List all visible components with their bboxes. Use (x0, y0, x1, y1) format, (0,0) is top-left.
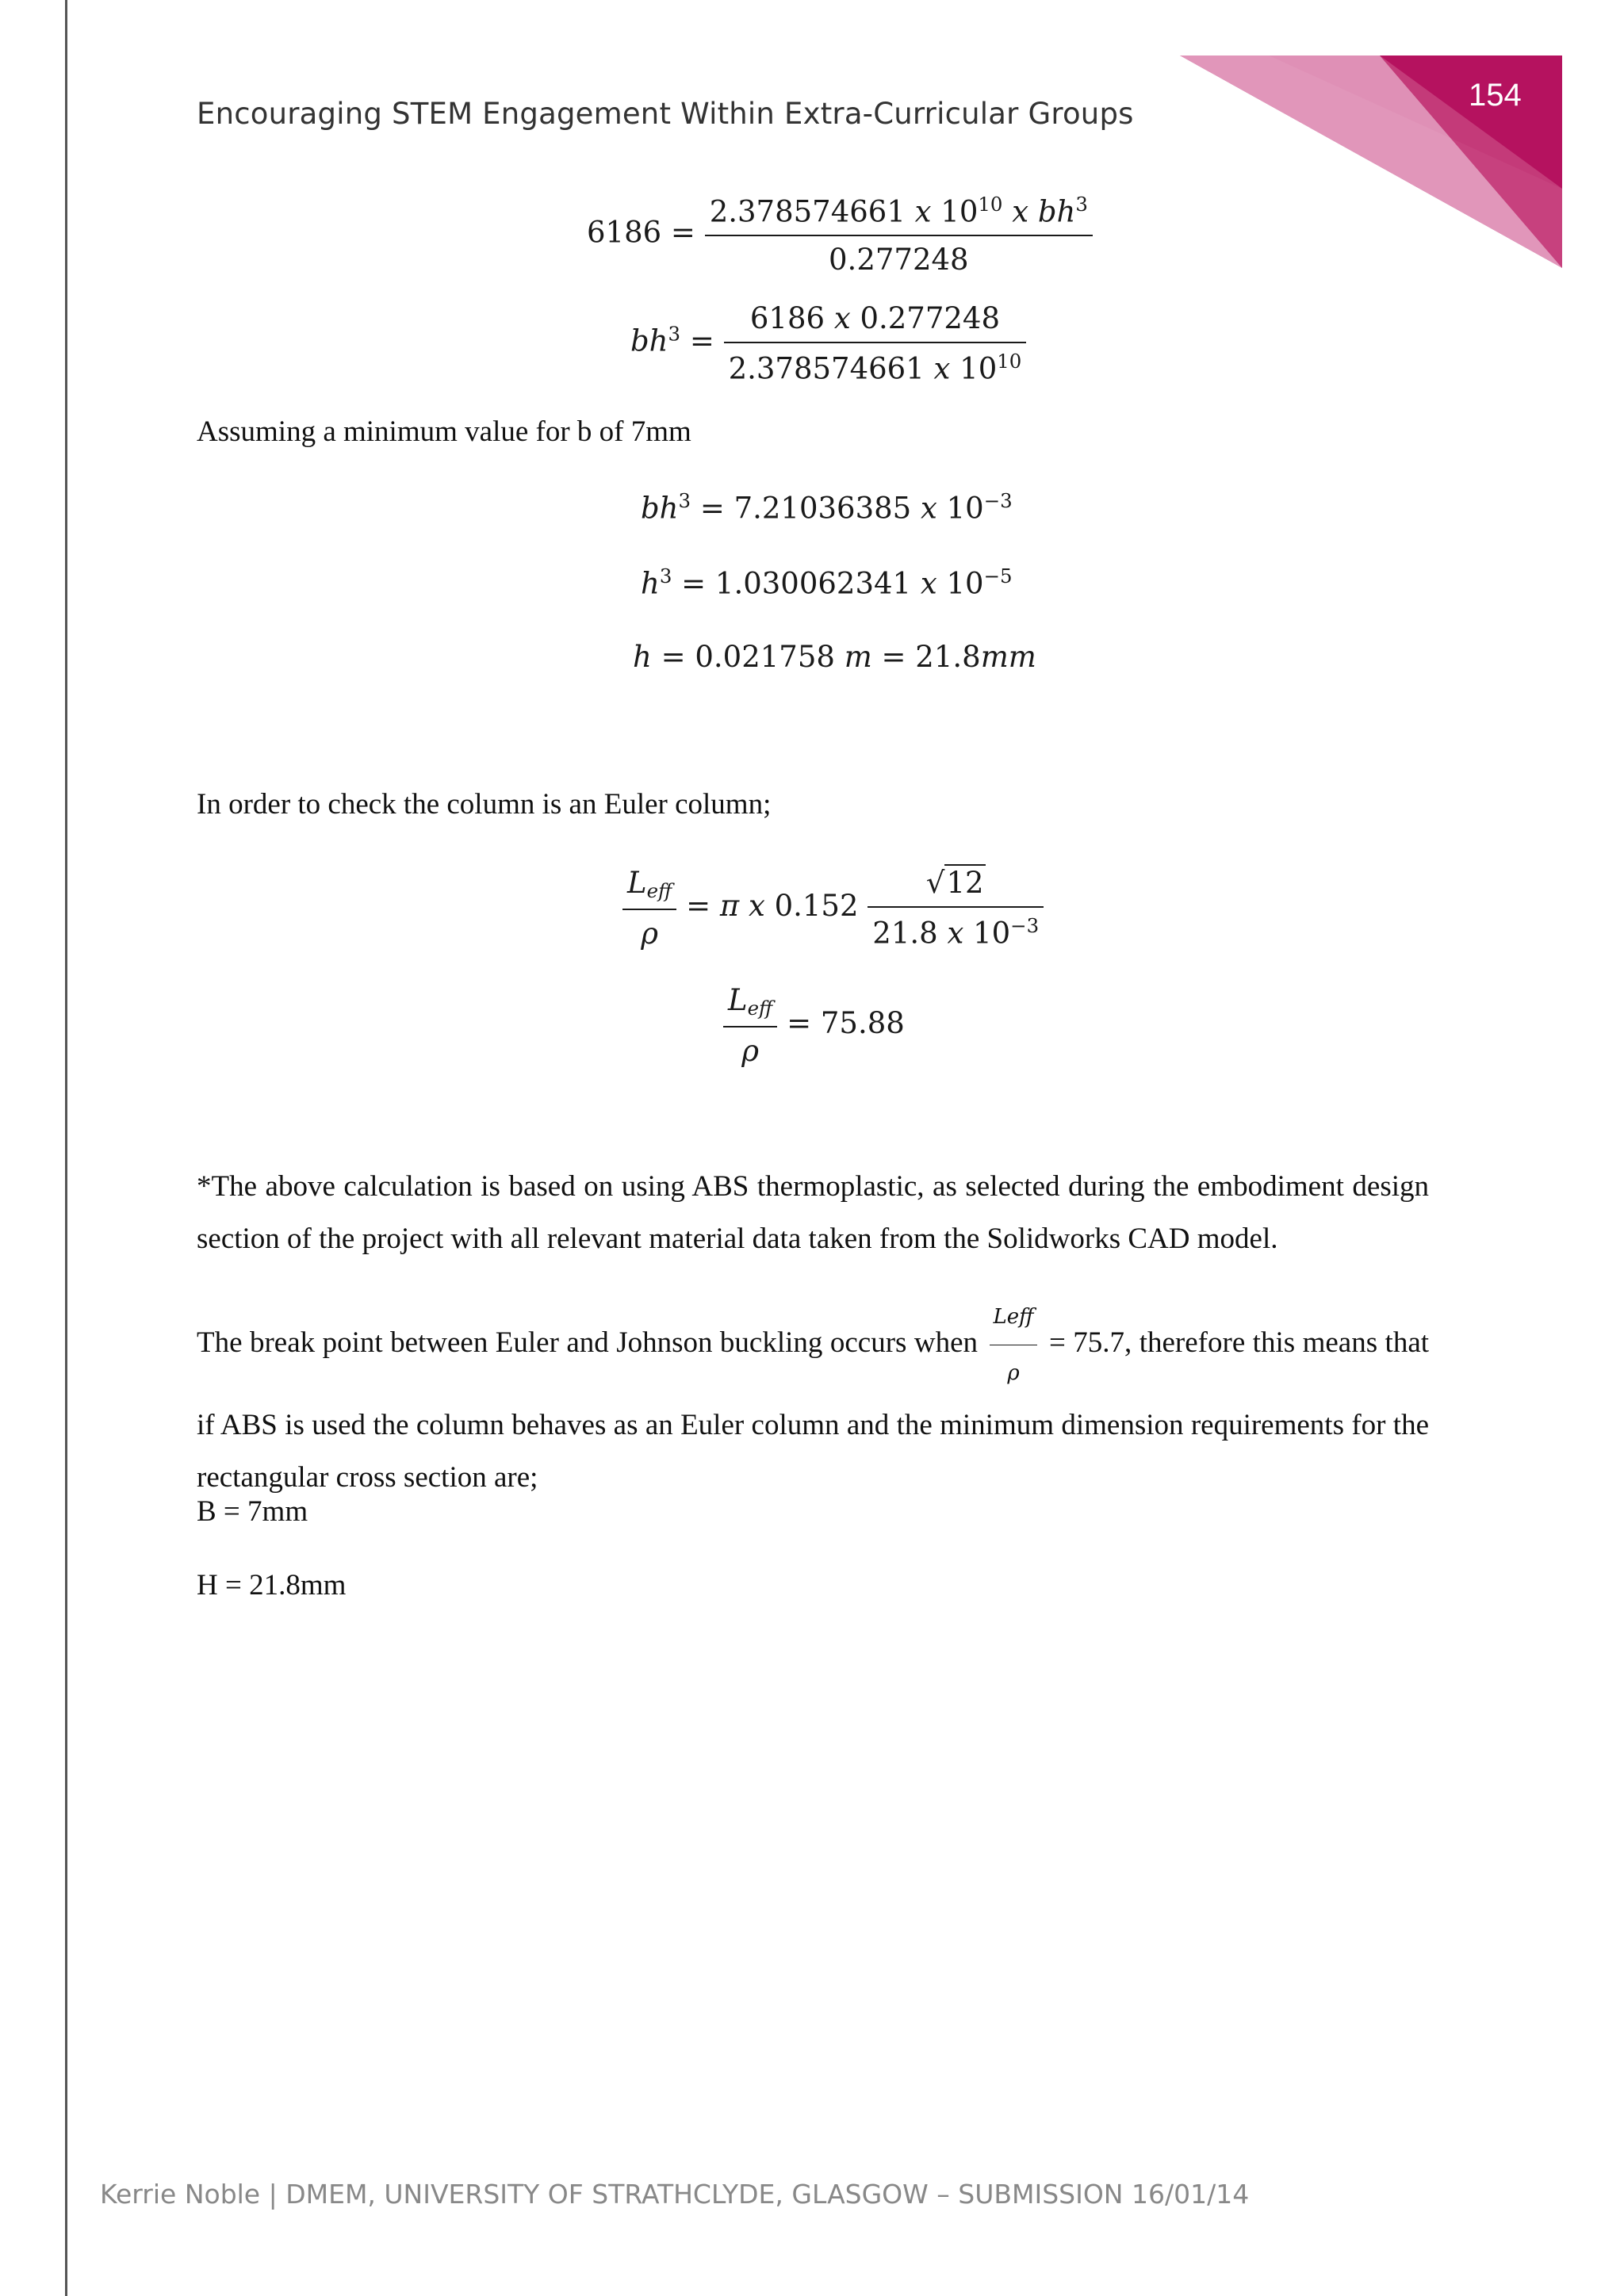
page-number: 154 (1469, 78, 1522, 113)
dimension-h: H = 21.8mm (197, 1569, 347, 1601)
equation-1-fraction: $\frac{2.378574661 x 10^{10} x bh^3}{0.277248}$ (705, 193, 1093, 277)
equation-1-lhs: 6186 = (587, 215, 695, 250)
equation-5: h = 0.021758 m = 21.8mm (633, 640, 1036, 674)
equation-1 (587, 193, 1093, 277)
breakpoint-text-before: The break point between Euler and Johnson buckling occurs when (197, 1326, 978, 1359)
breakpoint-text-after: = 75.7, therefore this means that if ABS is used the column behaves as an Euler column and the minimum dimension requirements for the rectangular cross section are; (197, 1326, 1430, 1494)
footer-text: Kerrie Noble | DMEM, UNIVERSITY OF STRATHCLYDE, GLASGOW – SUBMISSION 16/01/14 (100, 2179, 1250, 2210)
equation-7: $\frac{L_{eff}}{\rho}$ = 75.88 (723, 983, 905, 1068)
equation-6-rhs-fraction: $\frac{√12}{21.8 x 10^{-3}}$ (868, 866, 1044, 950)
inline-leff-rho-fraction: $\frac{\text{Leff}}{\rho}$ (990, 1291, 1036, 1399)
dimension-b: B = 7mm (197, 1495, 308, 1528)
assumption-text: Assuming a minimum value for b of 7mm (197, 415, 691, 448)
breakpoint-paragraph (197, 1291, 1429, 1504)
abs-note-paragraph: *The above calculation is based on using ABS thermoplastic, as selected during the embodiment design section of the project with all relevant material data taken from the Solidworks CAD model. (197, 1170, 1429, 1255)
equation-7-fraction: $\frac{L_{eff}}{\rho}$ (723, 983, 777, 1068)
equation-3: $bh^3 = 7.21036385$ x $10^{-3}$ (641, 489, 1013, 526)
equation-2-fraction: $\frac{6186 x 0.277248}{2.378574661 x 10^{10}}$ (724, 301, 1027, 385)
header-title: Encouraging STEM Engagement Within Extra-Curricular Groups (197, 97, 1134, 131)
equation-6-lhs-fraction: $\frac{L_{eff}}{\rho}$ (622, 866, 676, 951)
euler-check-text: In order to check the column is an Euler column; (197, 788, 772, 821)
equation-4: $h^3 = 1.030062341$ x $10^{-5}$ (641, 564, 1013, 601)
page-left-border (65, 0, 67, 2296)
equation-2: $bh^3$ = $\frac{6186 x 0.277248}{2.378574661 x 10^{10}}$ (630, 301, 1026, 385)
equation-6: $\frac{L_{eff}}{\rho}$ = π x 0.152 $\frac{√12}{21.8 x 10^{-3}}$ (622, 866, 1044, 951)
